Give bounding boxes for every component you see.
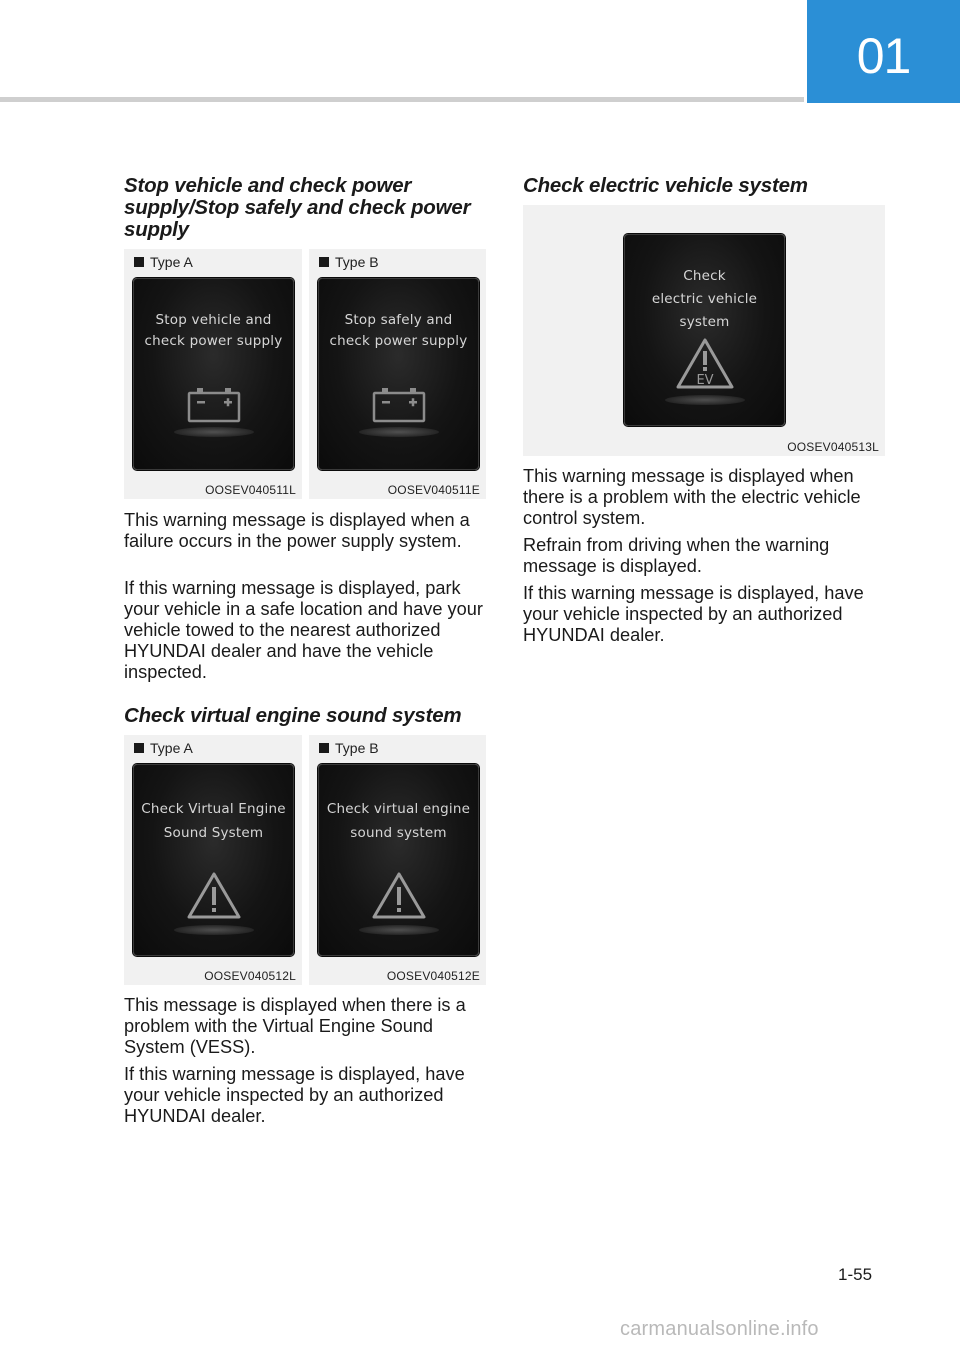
figure-code: OOSEV040511E xyxy=(387,483,480,497)
header-rule xyxy=(0,97,804,102)
battery-icon xyxy=(372,387,426,423)
figure-ev-system xyxy=(523,205,885,456)
screen-message: Check electric vehicle system xyxy=(651,268,758,330)
paragraph: This warning message is displayed when a failure occurs in the power supply system. xyxy=(124,510,470,551)
screen-message: Check virtual engine sound system xyxy=(326,801,471,841)
figure-code: OOSEV040513L xyxy=(787,440,879,454)
paragraph: This warning message is displayed when there is a problem with the electric vehicle control system. xyxy=(523,466,861,528)
figure-type-label: Type A xyxy=(150,740,193,756)
bullet-square-icon xyxy=(319,743,329,753)
ev-warning-icon xyxy=(675,337,735,391)
figure-type-b xyxy=(309,735,486,985)
battery-icon xyxy=(187,387,241,423)
bullet-square-icon xyxy=(134,743,144,753)
paragraph: Refrain from driving when the warning message is displayed. xyxy=(523,535,830,576)
figure-code: OOSEV040512E xyxy=(386,969,480,983)
figure-type-label: Type A xyxy=(150,254,193,270)
figure-pair-vess xyxy=(124,735,486,985)
chapter-tab: 01 xyxy=(807,0,960,103)
ev-label: EV xyxy=(695,373,714,388)
figure-type-a xyxy=(124,249,302,499)
cluster-screen xyxy=(318,764,479,956)
paragraph: This message is displayed when there is a problem with the Virtual Engine Sound System (VESS). xyxy=(124,995,466,1057)
figure-type-label: Type B xyxy=(335,740,379,756)
cluster-screen xyxy=(624,234,785,426)
page-number: 1-55 xyxy=(838,1265,873,1284)
section-heading-power-supply: Stop vehicle and check power supply/Stop safely and check power supply xyxy=(124,174,471,241)
figure-type-label: Type B xyxy=(335,254,379,270)
figure-code: OOSEV040512L xyxy=(204,969,296,983)
paragraph: If this warning message is displayed, park your vehicle in a safe location and have your vehicle towed to the nearest authorized HYUNDAI dealer and have the vehicle inspected. xyxy=(124,578,483,682)
figure-type-b xyxy=(309,249,486,499)
figure-type-a xyxy=(124,735,302,985)
cluster-screen xyxy=(318,278,479,470)
cluster-screen xyxy=(133,278,294,470)
warning-triangle-icon xyxy=(371,871,427,921)
paragraph: If this warning message is displayed, have your vehicle inspected by an authorized HYUNDAI dealer. xyxy=(124,1064,465,1126)
figure-pair-power-supply xyxy=(124,249,486,499)
section-heading-ev-system: Check electric vehicle system xyxy=(523,174,808,197)
bullet-square-icon xyxy=(319,257,329,267)
screen-message: Stop vehicle and check power supply xyxy=(144,312,283,349)
bullet-square-icon xyxy=(134,257,144,267)
warning-triangle-icon xyxy=(186,871,242,921)
figure-code: OOSEV040511L xyxy=(205,483,296,497)
paragraph: If this warning message is displayed, have your vehicle inspected by an authorized HYUNDAI dealer. xyxy=(523,583,864,645)
screen-message: Stop safely and check power supply xyxy=(329,312,468,349)
cluster-screen xyxy=(133,764,294,956)
screen-message: Check Virtual Engine Sound System xyxy=(141,801,286,841)
watermark: carmanualsonline.info xyxy=(620,1318,819,1340)
section-heading-vess: Check virtual engine sound system xyxy=(124,704,462,727)
